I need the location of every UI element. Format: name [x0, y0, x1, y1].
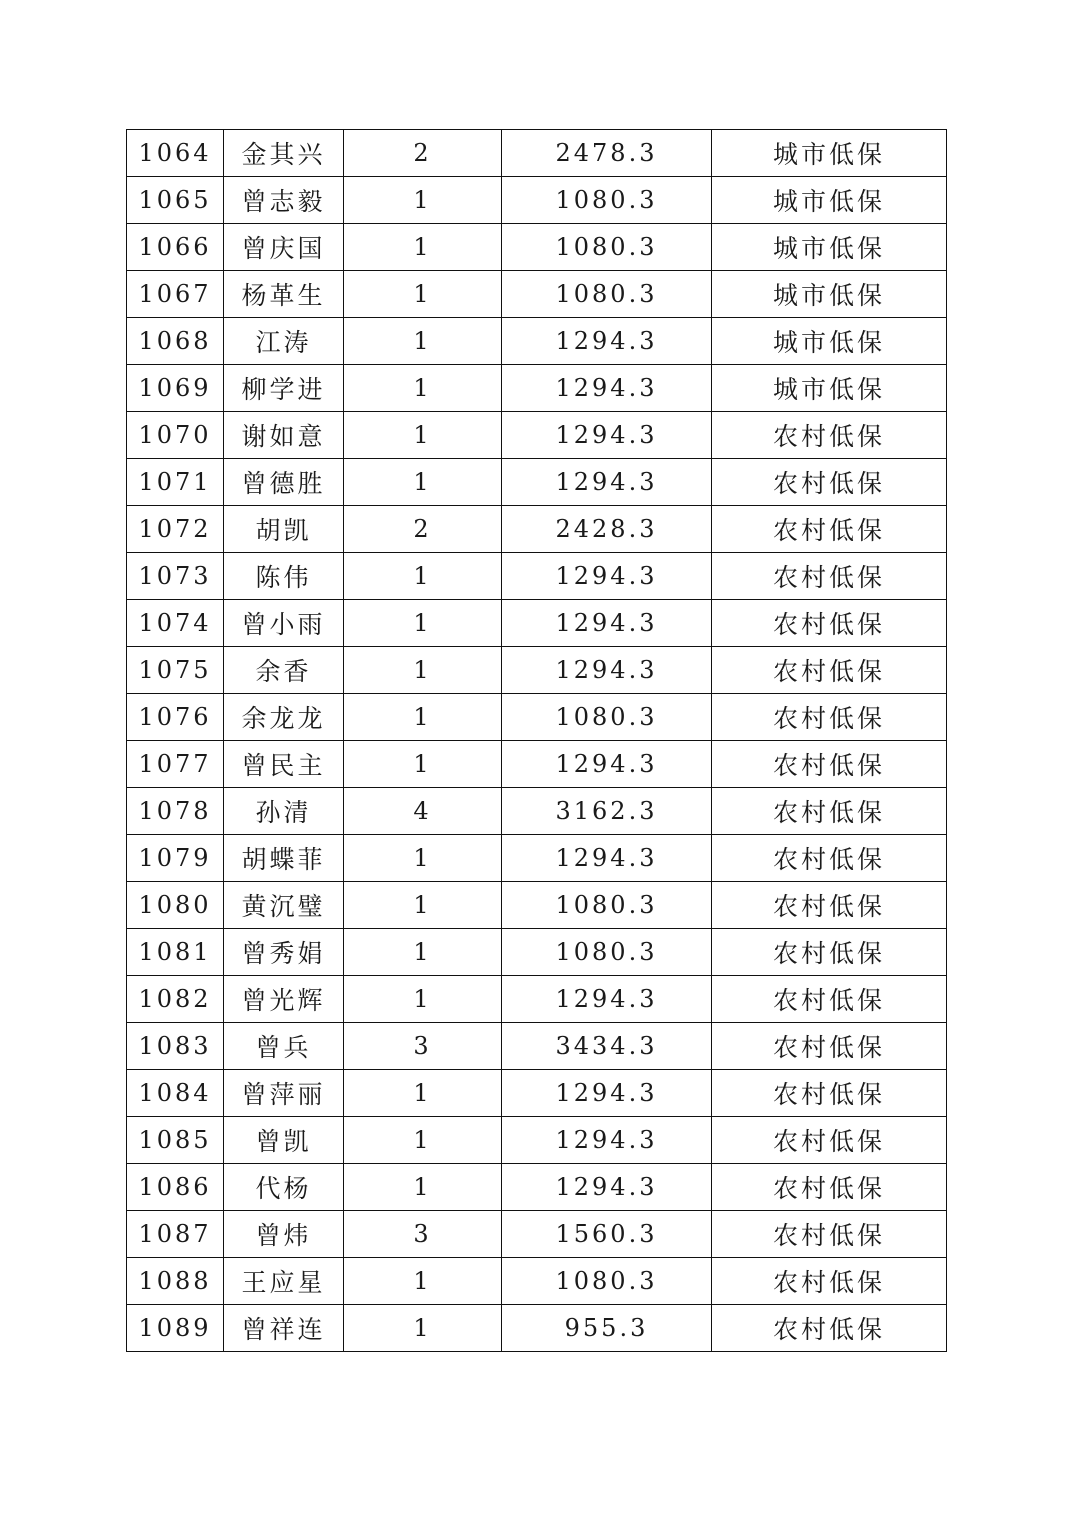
row-number-cell: 1073 — [127, 553, 224, 600]
household-size-cell: 2 — [344, 506, 502, 553]
table-row — [127, 741, 947, 788]
name-cell: 曾祥连 — [224, 1305, 344, 1352]
row-number-cell: 1079 — [127, 835, 224, 882]
row-number-cell: 1076 — [127, 694, 224, 741]
category-cell: 农村低保 — [712, 788, 947, 835]
name-cell: 曾庆国 — [224, 224, 344, 271]
category-cell: 农村低保 — [712, 1023, 947, 1070]
name-cell: 王应星 — [224, 1258, 344, 1305]
name-cell: 杨革生 — [224, 271, 344, 318]
category-cell: 农村低保 — [712, 600, 947, 647]
table-row — [127, 318, 947, 365]
household-size-cell: 1 — [344, 1117, 502, 1164]
row-number-cell: 1067 — [127, 271, 224, 318]
household-size-cell: 1 — [344, 1164, 502, 1211]
name-cell: 曾萍丽 — [224, 1070, 344, 1117]
amount-cell: 1080.3 — [502, 224, 712, 271]
row-number-cell: 1088 — [127, 1258, 224, 1305]
name-cell: 曾凯 — [224, 1117, 344, 1164]
category-cell: 农村低保 — [712, 553, 947, 600]
amount-cell: 1294.3 — [502, 318, 712, 365]
household-size-cell: 1 — [344, 412, 502, 459]
name-cell: 柳学进 — [224, 365, 344, 412]
row-number-cell: 1086 — [127, 1164, 224, 1211]
amount-cell: 1080.3 — [502, 177, 712, 224]
table-row — [127, 882, 947, 929]
category-cell: 农村低保 — [712, 1070, 947, 1117]
row-number-cell: 1085 — [127, 1117, 224, 1164]
amount-cell: 1080.3 — [502, 1258, 712, 1305]
table-row — [127, 459, 947, 506]
category-cell: 农村低保 — [712, 694, 947, 741]
household-size-cell: 1 — [344, 318, 502, 365]
name-cell: 余龙龙 — [224, 694, 344, 741]
household-size-cell: 1 — [344, 741, 502, 788]
name-cell: 谢如意 — [224, 412, 344, 459]
row-number-cell: 1072 — [127, 506, 224, 553]
category-cell: 农村低保 — [712, 1258, 947, 1305]
table-row — [127, 506, 947, 553]
name-cell: 曾兵 — [224, 1023, 344, 1070]
row-number-cell: 1066 — [127, 224, 224, 271]
name-cell: 曾炜 — [224, 1211, 344, 1258]
category-cell: 农村低保 — [712, 1305, 947, 1352]
household-size-cell: 1 — [344, 224, 502, 271]
table-row — [127, 1164, 947, 1211]
table-row — [127, 788, 947, 835]
amount-cell: 1080.3 — [502, 882, 712, 929]
household-size-cell: 1 — [344, 1305, 502, 1352]
household-size-cell: 1 — [344, 365, 502, 412]
amount-cell: 1294.3 — [502, 412, 712, 459]
amount-cell: 1294.3 — [502, 647, 712, 694]
table-row — [127, 224, 947, 271]
category-cell: 城市低保 — [712, 271, 947, 318]
household-size-cell: 1 — [344, 459, 502, 506]
row-number-cell: 1075 — [127, 647, 224, 694]
row-number-cell: 1077 — [127, 741, 224, 788]
household-size-cell: 1 — [344, 271, 502, 318]
name-cell: 胡凯 — [224, 506, 344, 553]
amount-cell: 1294.3 — [502, 365, 712, 412]
table-row — [127, 1258, 947, 1305]
amount-cell: 1294.3 — [502, 741, 712, 788]
category-cell: 农村低保 — [712, 1117, 947, 1164]
row-number-cell: 1069 — [127, 365, 224, 412]
household-size-cell: 1 — [344, 694, 502, 741]
household-size-cell: 1 — [344, 1070, 502, 1117]
table-row — [127, 835, 947, 882]
household-size-cell: 1 — [344, 1258, 502, 1305]
household-size-cell: 3 — [344, 1023, 502, 1070]
table-body — [127, 130, 947, 1352]
household-size-cell: 2 — [344, 130, 502, 177]
name-cell: 金其兴 — [224, 130, 344, 177]
household-size-cell: 3 — [344, 1211, 502, 1258]
row-number-cell: 1065 — [127, 177, 224, 224]
row-number-cell: 1082 — [127, 976, 224, 1023]
category-cell: 城市低保 — [712, 365, 947, 412]
amount-cell: 1294.3 — [502, 600, 712, 647]
row-number-cell: 1083 — [127, 1023, 224, 1070]
name-cell: 代杨 — [224, 1164, 344, 1211]
household-size-cell: 1 — [344, 177, 502, 224]
household-size-cell: 1 — [344, 647, 502, 694]
name-cell: 余香 — [224, 647, 344, 694]
name-cell: 胡蝶菲 — [224, 835, 344, 882]
name-cell: 江涛 — [224, 318, 344, 365]
household-size-cell: 1 — [344, 835, 502, 882]
amount-cell: 2478.3 — [502, 130, 712, 177]
amount-cell: 1294.3 — [502, 1164, 712, 1211]
name-cell: 黄沉璧 — [224, 882, 344, 929]
category-cell: 农村低保 — [712, 882, 947, 929]
table-row — [127, 412, 947, 459]
row-number-cell: 1089 — [127, 1305, 224, 1352]
category-cell: 农村低保 — [712, 835, 947, 882]
table-row — [127, 694, 947, 741]
name-cell: 曾秀娟 — [224, 929, 344, 976]
household-size-cell: 1 — [344, 553, 502, 600]
category-cell: 农村低保 — [712, 976, 947, 1023]
category-cell: 城市低保 — [712, 224, 947, 271]
amount-cell: 3434.3 — [502, 1023, 712, 1070]
row-number-cell: 1068 — [127, 318, 224, 365]
table-row — [127, 1211, 947, 1258]
name-cell: 曾民主 — [224, 741, 344, 788]
row-number-cell: 1071 — [127, 459, 224, 506]
category-cell: 城市低保 — [712, 130, 947, 177]
amount-cell: 1560.3 — [502, 1211, 712, 1258]
table-row — [127, 600, 947, 647]
table-row — [127, 1023, 947, 1070]
amount-cell: 1294.3 — [502, 976, 712, 1023]
amount-cell: 1080.3 — [502, 694, 712, 741]
row-number-cell: 1080 — [127, 882, 224, 929]
row-number-cell: 1074 — [127, 600, 224, 647]
category-cell: 农村低保 — [712, 1211, 947, 1258]
table-row — [127, 271, 947, 318]
name-cell: 陈伟 — [224, 553, 344, 600]
name-cell: 孙清 — [224, 788, 344, 835]
row-number-cell: 1070 — [127, 412, 224, 459]
table-row — [127, 365, 947, 412]
table-row — [127, 553, 947, 600]
amount-cell: 1080.3 — [502, 929, 712, 976]
category-cell: 农村低保 — [712, 506, 947, 553]
table-row — [127, 177, 947, 224]
category-cell: 农村低保 — [712, 647, 947, 694]
amount-cell: 1294.3 — [502, 459, 712, 506]
row-number-cell: 1078 — [127, 788, 224, 835]
name-cell: 曾小雨 — [224, 600, 344, 647]
name-cell: 曾德胜 — [224, 459, 344, 506]
table-row — [127, 647, 947, 694]
category-cell: 农村低保 — [712, 929, 947, 976]
household-size-cell: 4 — [344, 788, 502, 835]
household-size-cell: 1 — [344, 929, 502, 976]
household-size-cell: 1 — [344, 882, 502, 929]
amount-cell: 1080.3 — [502, 271, 712, 318]
category-cell: 农村低保 — [712, 459, 947, 506]
category-cell: 城市低保 — [712, 318, 947, 365]
table-row — [127, 130, 947, 177]
table-row — [127, 1305, 947, 1352]
beneficiary-table — [126, 129, 947, 1352]
amount-cell: 3162.3 — [502, 788, 712, 835]
row-number-cell: 1081 — [127, 929, 224, 976]
row-number-cell: 1087 — [127, 1211, 224, 1258]
name-cell: 曾志毅 — [224, 177, 344, 224]
table-row — [127, 929, 947, 976]
category-cell: 城市低保 — [712, 177, 947, 224]
amount-cell: 1294.3 — [502, 553, 712, 600]
row-number-cell: 1084 — [127, 1070, 224, 1117]
category-cell: 农村低保 — [712, 741, 947, 788]
table-row — [127, 1070, 947, 1117]
name-cell: 曾光辉 — [224, 976, 344, 1023]
amount-cell: 1294.3 — [502, 1117, 712, 1164]
amount-cell: 1294.3 — [502, 835, 712, 882]
amount-cell: 1294.3 — [502, 1070, 712, 1117]
amount-cell: 955.3 — [502, 1305, 712, 1352]
table-row — [127, 976, 947, 1023]
household-size-cell: 1 — [344, 600, 502, 647]
category-cell: 农村低保 — [712, 1164, 947, 1211]
category-cell: 农村低保 — [712, 412, 947, 459]
row-number-cell: 1064 — [127, 130, 224, 177]
household-size-cell: 1 — [344, 976, 502, 1023]
amount-cell: 2428.3 — [502, 506, 712, 553]
table-row — [127, 1117, 947, 1164]
